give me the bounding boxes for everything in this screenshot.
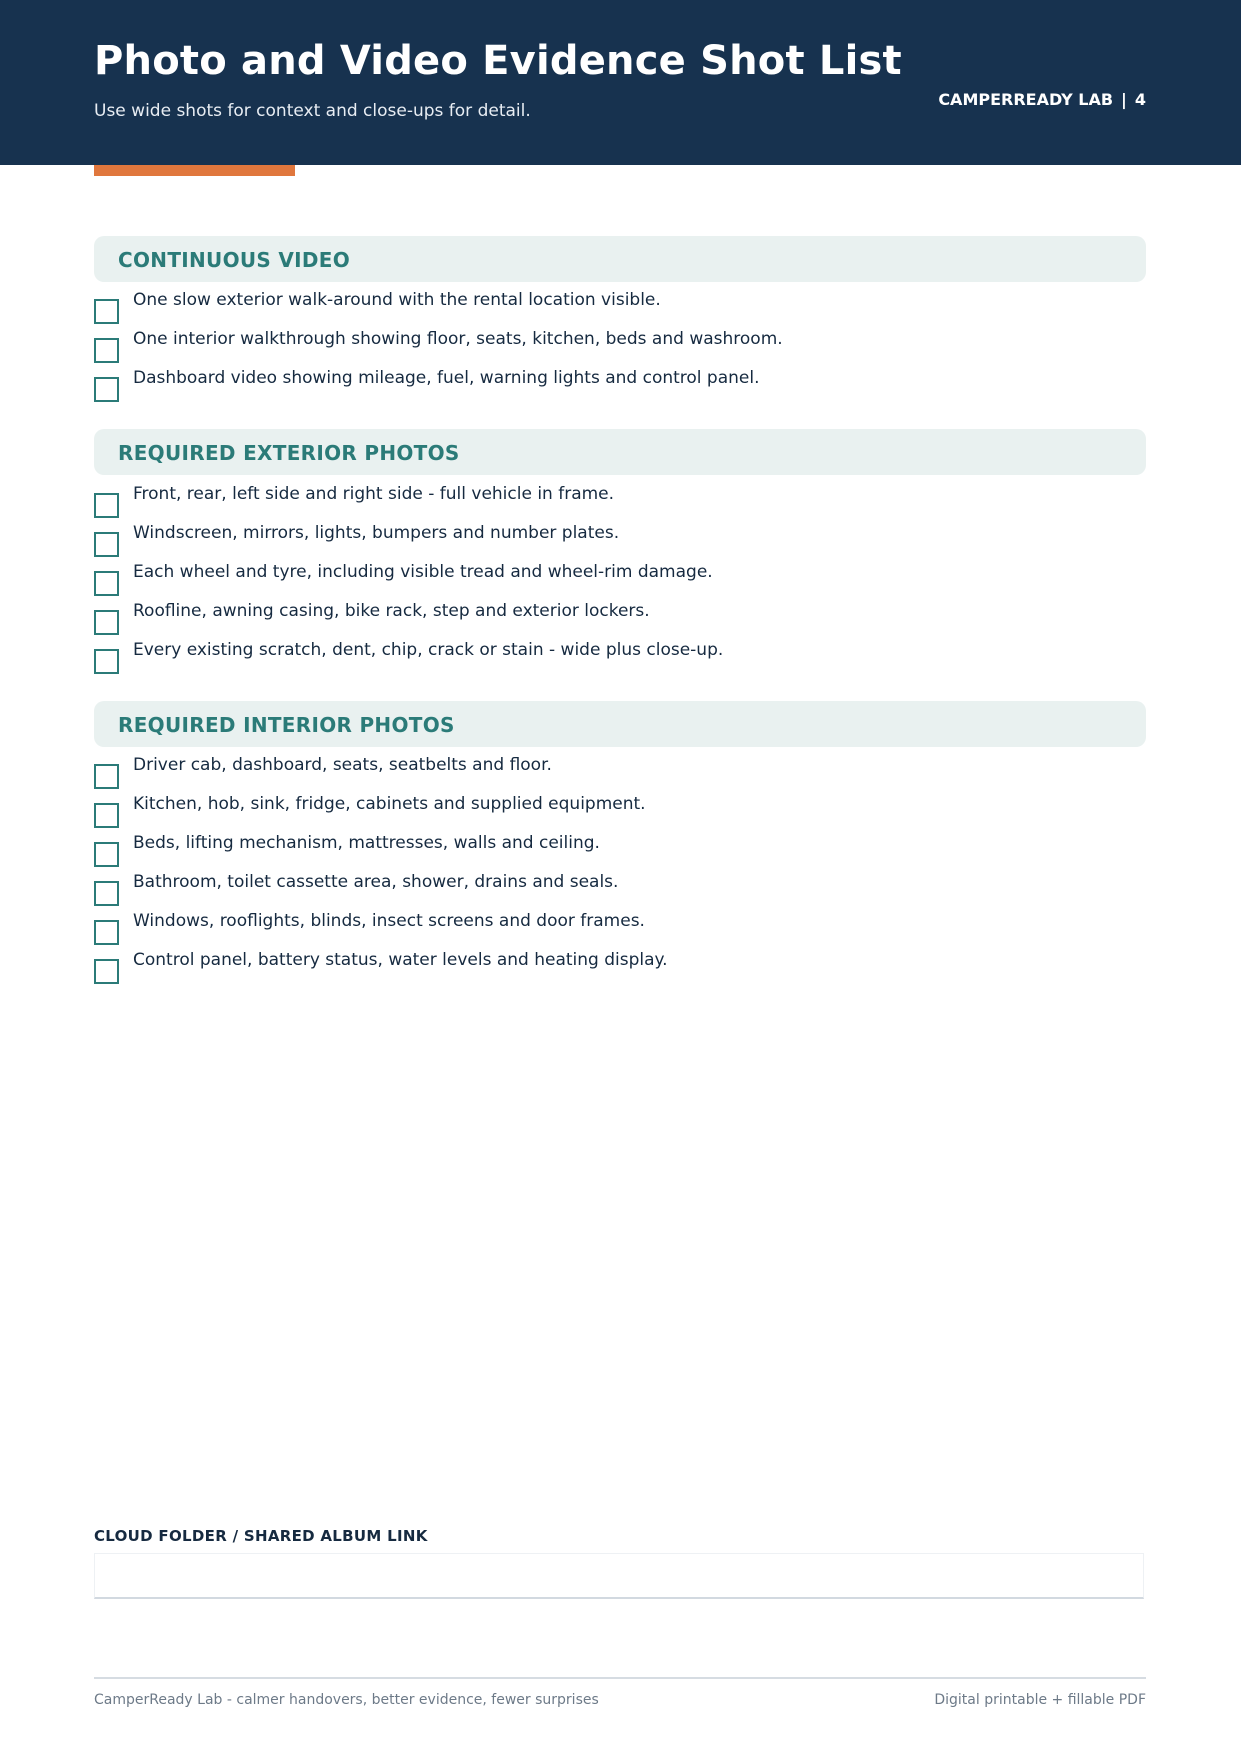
checklist-item: [94, 601, 1146, 640]
checklist-item: [94, 640, 1146, 679]
checklist-item: [94, 368, 1146, 407]
page-title: Photo and Video Evidence Shot List: [94, 38, 902, 84]
checklist-item-text: One interior walkthrough showing floor, seats, kitchen, beds and washroom.: [133, 329, 783, 349]
checkbox[interactable]: [94, 299, 119, 324]
checklist-item-text: Driver cab, dashboard, seats, seatbelts and floor.: [133, 755, 552, 775]
checklist-item: [94, 523, 1146, 562]
cloud-folder-link-input[interactable]: [94, 1553, 1144, 1599]
checklist-item-text: One slow exterior walk-around with the rental location visible.: [133, 290, 661, 310]
checklist-item-text: Each wheel and tyre, including visible tread and wheel-rim damage.: [133, 562, 713, 582]
checklist-item: [94, 329, 1146, 368]
brand-separator: |: [1121, 90, 1127, 109]
checklist-item-text: Control panel, battery status, water levels and heating display.: [133, 950, 668, 970]
checkbox[interactable]: [94, 842, 119, 867]
page-subtitle: Use wide shots for context and close-ups for detail.: [94, 101, 531, 121]
checklist-item: [94, 290, 1146, 329]
checklist-item: [94, 950, 1146, 989]
checklist-item: [94, 911, 1146, 950]
checklist-item: [94, 872, 1146, 911]
checklist-item-text: Dashboard video showing mileage, fuel, warning lights and control panel.: [133, 368, 760, 388]
checklist-item: [94, 484, 1146, 523]
section-header-interior-photos: [94, 701, 1146, 747]
section-title: REQUIRED EXTERIOR PHOTOS: [118, 441, 460, 465]
checklist-item-text: Windscreen, mirrors, lights, bumpers and number plates.: [133, 523, 620, 543]
checkbox[interactable]: [94, 959, 119, 984]
page-header: [0, 0, 1241, 165]
checklist-item-text: Roofline, awning casing, bike rack, step and exterior lockers.: [133, 601, 650, 621]
checkbox[interactable]: [94, 764, 119, 789]
checkbox[interactable]: [94, 881, 119, 906]
brand-name: CAMPERREADY LAB: [938, 90, 1114, 109]
section-header-continuous-video: [94, 236, 1146, 282]
section-header-exterior-photos: [94, 429, 1146, 475]
checkbox[interactable]: [94, 920, 119, 945]
footer-tagline: CamperReady Lab - calmer handovers, better evidence, fewer surprises: [94, 1692, 599, 1708]
checklist-item: [94, 562, 1146, 601]
checklist-item-text: Kitchen, hob, sink, fridge, cabinets and supplied equipment.: [133, 794, 646, 814]
checkbox[interactable]: [94, 377, 119, 402]
checkbox[interactable]: [94, 493, 119, 518]
checklist-item-text: Every existing scratch, dent, chip, crack or stain - wide plus close-up.: [133, 640, 724, 660]
section-title: REQUIRED INTERIOR PHOTOS: [118, 713, 455, 737]
footer-divider: [94, 1677, 1146, 1679]
checkbox[interactable]: [94, 803, 119, 828]
checklist-item-text: Bathroom, toilet cassette area, shower, drains and seals.: [133, 872, 619, 892]
checklist-item: [94, 833, 1146, 872]
section-title: CONTINUOUS VIDEO: [118, 248, 351, 272]
checklist-item-text: Windows, rooflights, blinds, insect screens and door frames.: [133, 911, 645, 931]
checklist-item-text: Beds, lifting mechanism, mattresses, walls and ceiling.: [133, 833, 600, 853]
footer-format-note: Digital printable + fillable PDF: [934, 1692, 1146, 1708]
checklist-item-text: Front, rear, left side and right side - full vehicle in frame.: [133, 484, 615, 504]
page-number: 4: [1134, 90, 1146, 109]
checklist-item: [94, 755, 1146, 794]
brand-page-label: [938, 90, 1146, 109]
checkbox[interactable]: [94, 338, 119, 363]
accent-bar: [94, 165, 295, 176]
checkbox[interactable]: [94, 571, 119, 596]
cloud-folder-link-label: CLOUD FOLDER / SHARED ALBUM LINK: [94, 1527, 428, 1545]
checkbox[interactable]: [94, 532, 119, 557]
checkbox[interactable]: [94, 649, 119, 674]
checklist-item: [94, 794, 1146, 833]
checkbox[interactable]: [94, 610, 119, 635]
